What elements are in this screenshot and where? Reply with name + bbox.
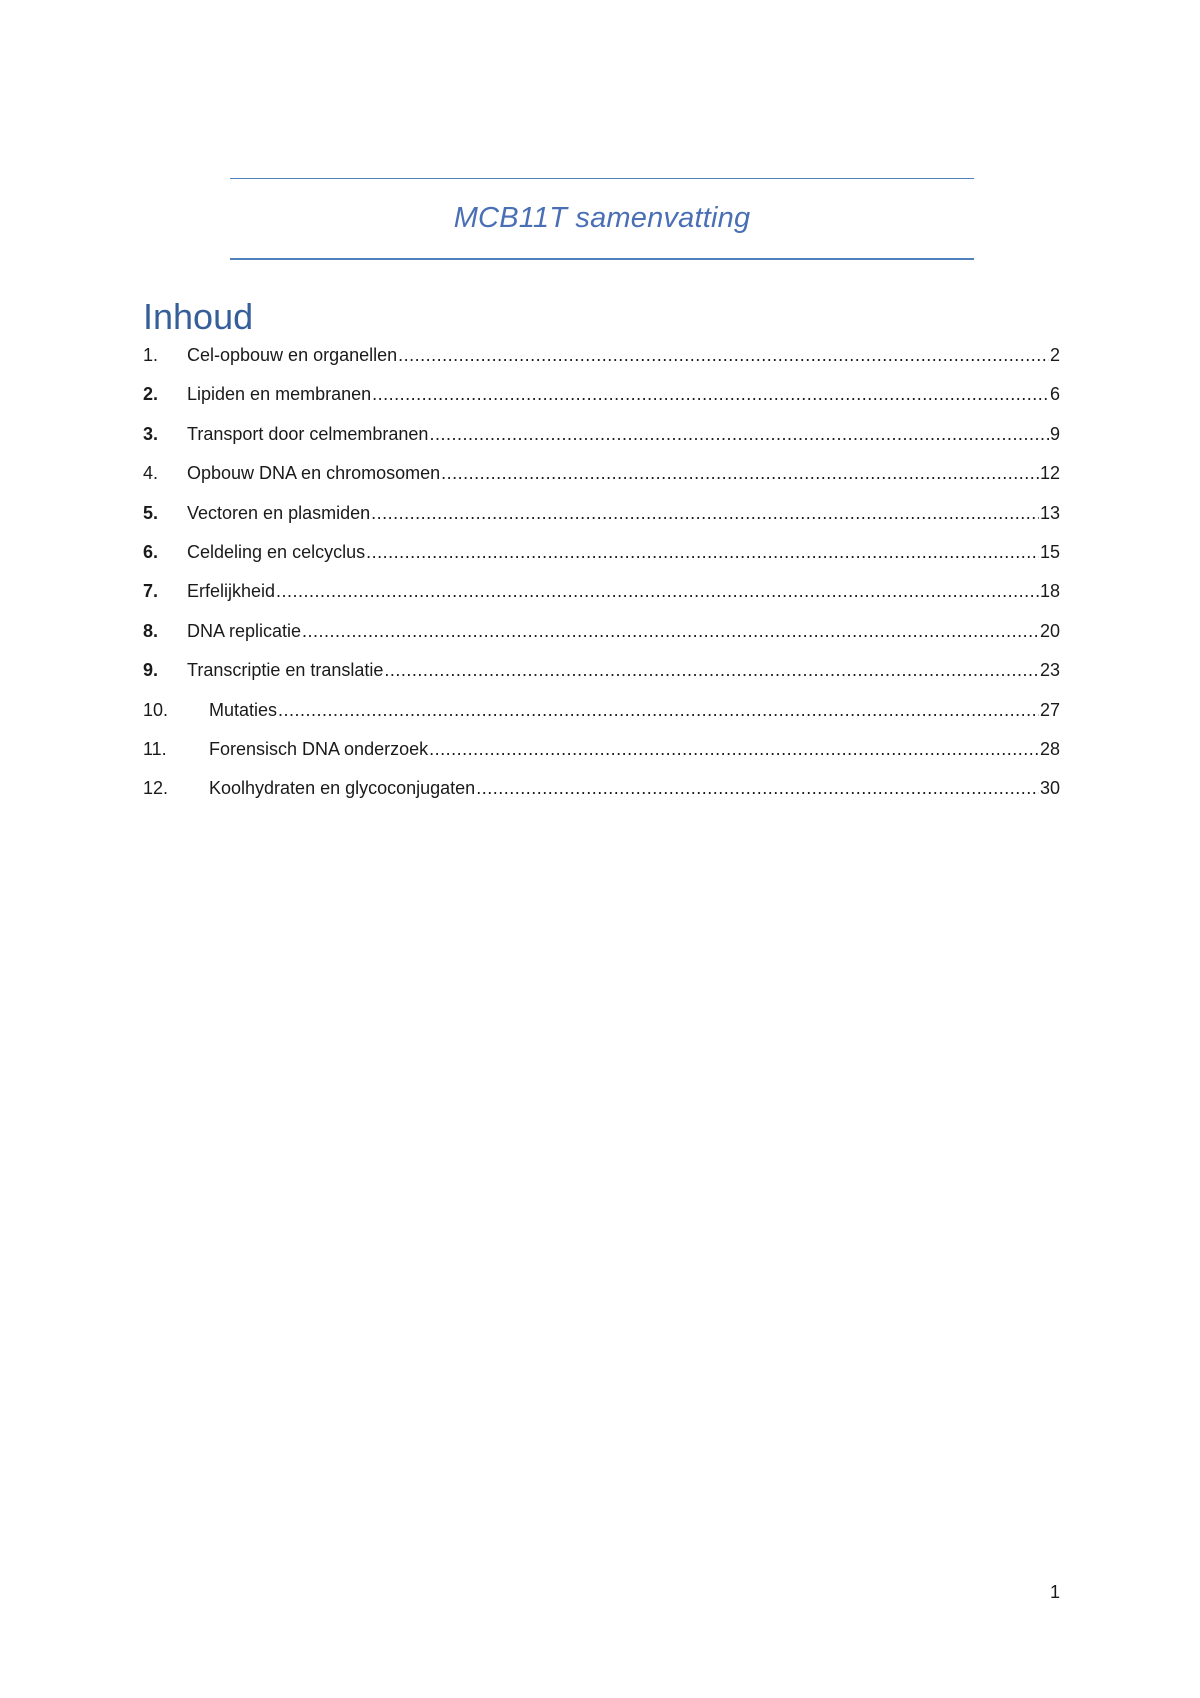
toc-entry-number: 12. bbox=[143, 778, 169, 799]
toc-entry-leader bbox=[371, 502, 1039, 524]
toc-entry-number: 1. bbox=[143, 345, 159, 365]
toc-entry-leader bbox=[276, 580, 1039, 602]
toc-entry-page: 20 bbox=[1039, 620, 1060, 641]
toc-entry-leader bbox=[398, 344, 1049, 366]
toc-entry-leader bbox=[366, 541, 1039, 563]
toc-entry-page: 18 bbox=[1039, 581, 1060, 602]
toc-entry-number: 9. bbox=[143, 660, 159, 681]
toc-entry-leader bbox=[278, 699, 1039, 721]
toc-entry-page: 28 bbox=[1039, 738, 1060, 759]
toc-entry-leader bbox=[429, 738, 1039, 760]
toc-entry-leader bbox=[429, 423, 1049, 445]
title-block bbox=[230, 178, 974, 262]
toc-entry-leader bbox=[302, 620, 1039, 642]
toc-entry-page: 15 bbox=[1039, 541, 1060, 562]
toc-entry-page: 13 bbox=[1039, 502, 1060, 523]
toc-entry-label: Transcriptie en translatie bbox=[187, 660, 384, 681]
toc-entry-label: DNA replicatie bbox=[187, 620, 302, 641]
toc-entry-page: 12 bbox=[1039, 463, 1060, 484]
toc-entry-leader bbox=[476, 777, 1039, 799]
toc-entry[interactable] bbox=[143, 580, 1060, 619]
toc-entry-number: 2. bbox=[143, 384, 159, 405]
toc-entry[interactable] bbox=[143, 777, 1060, 816]
toc-entry-label: Celdeling en celcyclus bbox=[187, 541, 366, 562]
toc-entry-number: 6. bbox=[143, 541, 159, 562]
toc-entry-page: 2 bbox=[1049, 345, 1060, 365]
toc-entry[interactable] bbox=[143, 738, 1060, 777]
toc-entry-page: 30 bbox=[1039, 778, 1060, 799]
toc-entry-page: 6 bbox=[1049, 384, 1060, 405]
toc-entry[interactable] bbox=[143, 344, 1060, 383]
toc-entry-number: 5. bbox=[143, 502, 159, 523]
document-title: MCB11T samenvatting bbox=[453, 202, 751, 234]
page-number: 1 bbox=[1049, 1582, 1060, 1602]
title-rule-top bbox=[230, 178, 974, 179]
toc-entry[interactable] bbox=[143, 502, 1060, 541]
toc-heading: Inhoud bbox=[143, 296, 254, 337]
toc-entry-number: 3. bbox=[143, 423, 159, 444]
toc-entry-label: Erfelijkheid bbox=[187, 581, 276, 602]
toc-entry-label: Mutaties bbox=[209, 699, 278, 720]
toc-entry-label: Lipiden en membranen bbox=[187, 384, 372, 405]
toc-entry-number: 11. bbox=[143, 738, 167, 759]
toc-entry-label: Cel-opbouw en organellen bbox=[187, 345, 398, 365]
toc-entry-leader bbox=[441, 462, 1039, 484]
toc-entry-number: 10. bbox=[143, 699, 169, 720]
toc-entry[interactable] bbox=[143, 620, 1060, 659]
toc-entry-label: Forensisch DNA onderzoek bbox=[209, 738, 429, 759]
toc-entry-label: Koolhydraten en glycoconjugaten bbox=[209, 778, 476, 799]
toc-entry[interactable] bbox=[143, 699, 1060, 738]
toc-entry-label: Opbouw DNA en chromosomen bbox=[187, 463, 441, 484]
toc-entry[interactable] bbox=[143, 541, 1060, 580]
table-of-contents bbox=[143, 344, 1060, 817]
title-rule-bottom bbox=[230, 258, 974, 260]
toc-entry-number: 7. bbox=[143, 581, 159, 602]
toc-entry[interactable] bbox=[143, 659, 1060, 698]
toc-entry-number: 4. bbox=[143, 463, 159, 484]
toc-entry[interactable] bbox=[143, 423, 1060, 462]
toc-entry-label: Transport door celmembranen bbox=[187, 423, 429, 444]
toc-entry-label: Vectoren en plasmiden bbox=[187, 502, 371, 523]
toc-entry-leader bbox=[384, 659, 1039, 681]
toc-entry-number: 8. bbox=[143, 620, 159, 641]
toc-entry-leader bbox=[372, 383, 1049, 405]
toc-entry[interactable] bbox=[143, 462, 1060, 501]
toc-entry-page: 23 bbox=[1039, 660, 1060, 681]
toc-entry-page: 27 bbox=[1039, 699, 1060, 720]
toc-entry[interactable] bbox=[143, 383, 1060, 422]
toc-entry-page: 9 bbox=[1049, 423, 1060, 444]
